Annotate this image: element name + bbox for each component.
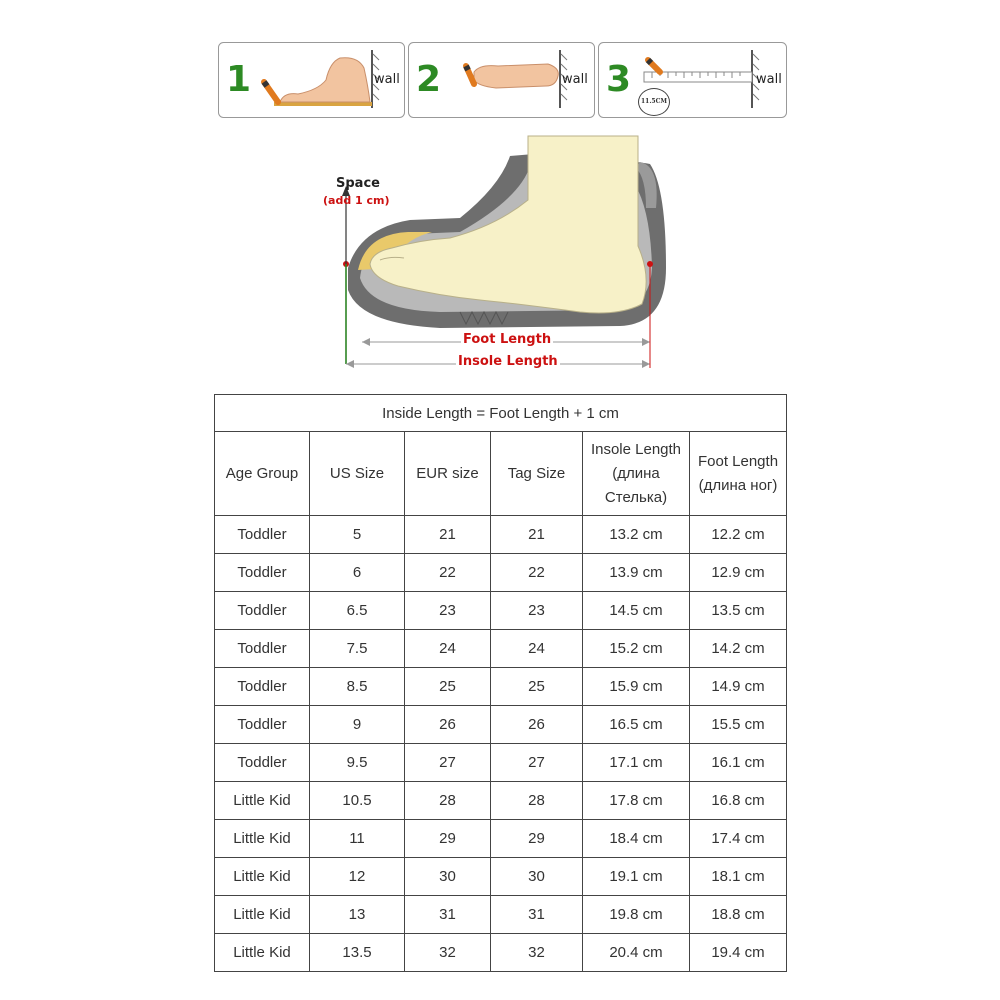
age-group-cell: Toddler (215, 516, 310, 554)
foot-length-cell: 13.5 cm (690, 592, 787, 630)
header-insole-length (583, 432, 690, 516)
foot-length-cell: 14.9 cm (690, 668, 787, 706)
step-3-measure-badge: 11.5CM (638, 88, 670, 116)
eur-size-cell: 27 (405, 744, 491, 782)
step-3-wall-label: wall (756, 72, 782, 87)
insole-length-cell: 20.4 cm (583, 934, 690, 972)
size-chart-table (214, 394, 787, 972)
table-row (215, 516, 787, 554)
eur-size-cell: 23 (405, 592, 491, 630)
table-row (215, 820, 787, 858)
insole-length-cell: 18.4 cm (583, 820, 690, 858)
age-group-cell: Toddler (215, 706, 310, 744)
step-2-number: 2 (416, 59, 442, 100)
age-group-cell: Toddler (215, 744, 310, 782)
step-3-number: 3 (606, 59, 632, 100)
tag-size-cell: 25 (491, 668, 583, 706)
tag-size-cell: 30 (491, 858, 583, 896)
eur-size-cell: 32 (405, 934, 491, 972)
us-size-cell: 9 (310, 706, 405, 744)
age-group-cell: Toddler (215, 554, 310, 592)
insole-length-cell: 15.9 cm (583, 668, 690, 706)
us-size-cell: 7.5 (310, 630, 405, 668)
age-group-cell: Little Kid (215, 934, 310, 972)
table-row (215, 554, 787, 592)
tag-size-cell: 22 (491, 554, 583, 592)
tag-size-cell: 23 (491, 592, 583, 630)
table-row (215, 630, 787, 668)
eur-size-cell: 21 (405, 516, 491, 554)
us-size-cell: 5 (310, 516, 405, 554)
foot-length-cell: 18.1 cm (690, 858, 787, 896)
tag-size-cell: 32 (491, 934, 583, 972)
eur-size-cell: 22 (405, 554, 491, 592)
insole-length-cell: 19.8 cm (583, 896, 690, 934)
header-us-size: US Size (310, 432, 405, 516)
age-group-cell: Little Kid (215, 858, 310, 896)
header-foot-length (690, 432, 787, 516)
table-row (215, 706, 787, 744)
header-age-group: Age Group (215, 432, 310, 516)
insole-length-cell: 19.1 cm (583, 858, 690, 896)
insole-length-cell: 13.2 cm (583, 516, 690, 554)
us-size-cell: 13 (310, 896, 405, 934)
table-header-row (215, 432, 787, 516)
tag-size-cell: 31 (491, 896, 583, 934)
step-1-number: 1 (226, 59, 252, 100)
step-2-wall-label: wall (562, 72, 588, 87)
header-insole-length-en: Insole Length (590, 440, 682, 458)
us-size-cell: 11 (310, 820, 405, 858)
header-eur-size: EUR size (405, 432, 491, 516)
age-group-cell: Toddler (215, 630, 310, 668)
tag-size-cell: 24 (491, 630, 583, 668)
insole-length-cell: 14.5 cm (583, 592, 690, 630)
age-group-cell: Little Kid (215, 782, 310, 820)
table-row (215, 896, 787, 934)
tag-size-cell: 26 (491, 706, 583, 744)
us-size-cell: 8.5 (310, 668, 405, 706)
tag-size-cell: 28 (491, 782, 583, 820)
us-size-cell: 13.5 (310, 934, 405, 972)
table-row (215, 782, 787, 820)
us-size-cell: 12 (310, 858, 405, 896)
table-row (215, 858, 787, 896)
foot-length-cell: 16.1 cm (690, 744, 787, 782)
foot-length-cell: 14.2 cm (690, 630, 787, 668)
table-body (215, 516, 787, 972)
measurement-steps (0, 0, 1000, 130)
space-label: Space (336, 176, 380, 191)
step-1-wall-label: wall (374, 72, 400, 87)
foot-length-label: Foot Length (463, 332, 552, 347)
foot-length-cell: 15.5 cm (690, 706, 787, 744)
age-group-cell: Toddler (215, 592, 310, 630)
header-foot-length-en: Foot Length (697, 452, 779, 470)
age-group-cell: Little Kid (215, 820, 310, 858)
foot-length-cell: 16.8 cm (690, 782, 787, 820)
header-tag-size: Tag Size (491, 432, 583, 516)
eur-size-cell: 30 (405, 858, 491, 896)
table-row (215, 668, 787, 706)
step-1-panel (218, 42, 406, 118)
table-caption-row (215, 395, 787, 432)
us-size-cell: 6.5 (310, 592, 405, 630)
header-foot-length-ru: (длина ног) (698, 476, 778, 494)
eur-size-cell: 31 (405, 896, 491, 934)
step-2-panel (408, 42, 596, 118)
foot-length-cell: 19.4 cm (690, 934, 787, 972)
tag-size-cell: 21 (491, 516, 583, 554)
us-size-cell: 9.5 (310, 744, 405, 782)
eur-size-cell: 29 (405, 820, 491, 858)
insole-length-cell: 15.2 cm (583, 630, 690, 668)
us-size-cell: 6 (310, 554, 405, 592)
foot-length-cell: 12.9 cm (690, 554, 787, 592)
step-3-panel (598, 42, 788, 118)
eur-size-cell: 28 (405, 782, 491, 820)
header-insole-length-ru: (длина Стелька) (604, 464, 668, 506)
foot-length-cell: 18.8 cm (690, 896, 787, 934)
insole-length-cell: 16.5 cm (583, 706, 690, 744)
insole-length-label: Insole Length (458, 354, 558, 369)
insole-length-cell: 17.1 cm (583, 744, 690, 782)
table-row (215, 934, 787, 972)
space-add-label: (add 1 cm) (323, 194, 390, 207)
foot-length-cell: 12.2 cm (690, 516, 787, 554)
eur-size-cell: 24 (405, 630, 491, 668)
age-group-cell: Little Kid (215, 896, 310, 934)
table-caption: Inside Length = Foot Length + 1 cm (215, 395, 787, 432)
table-row (215, 744, 787, 782)
insole-length-cell: 13.9 cm (583, 554, 690, 592)
eur-size-cell: 26 (405, 706, 491, 744)
us-size-cell: 10.5 (310, 782, 405, 820)
tag-size-cell: 29 (491, 820, 583, 858)
insole-length-cell: 17.8 cm (583, 782, 690, 820)
foot-length-cell: 17.4 cm (690, 820, 787, 858)
age-group-cell: Toddler (215, 668, 310, 706)
eur-size-cell: 25 (405, 668, 491, 706)
tag-size-cell: 27 (491, 744, 583, 782)
shoe-fit-diagram (320, 128, 680, 378)
table-row (215, 592, 787, 630)
